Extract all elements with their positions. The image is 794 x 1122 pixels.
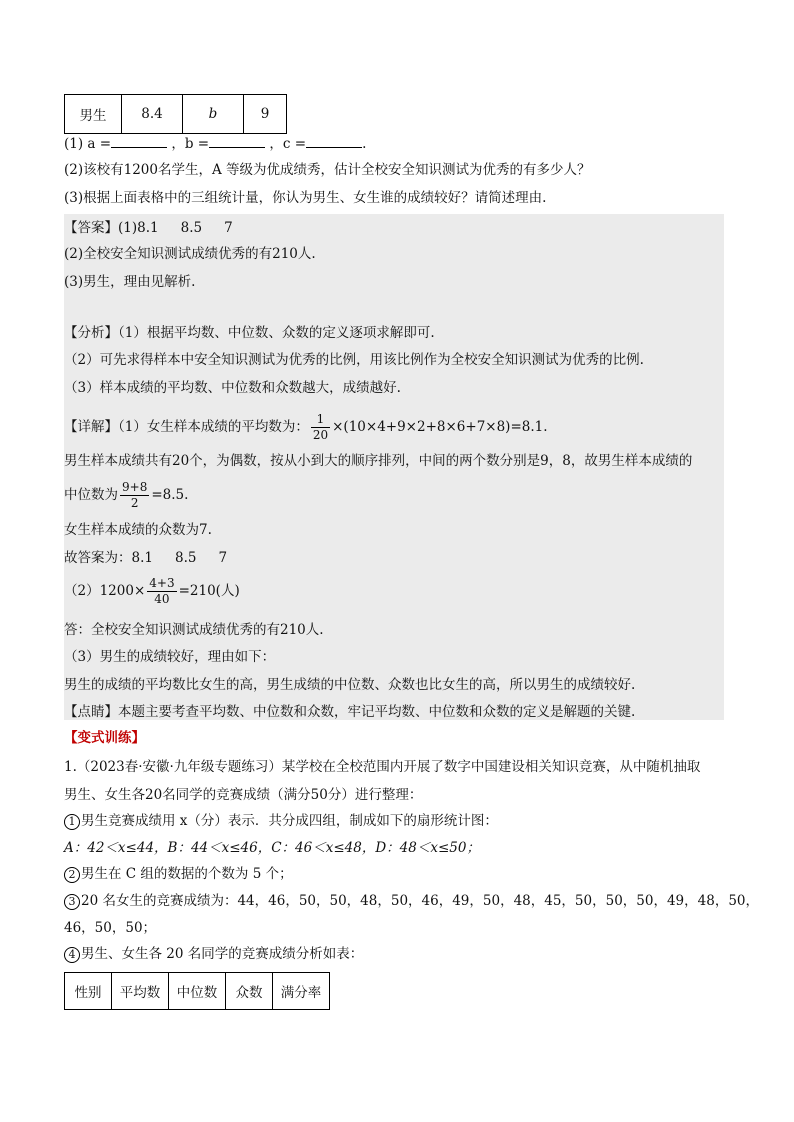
item-text: 男生、女生各 20 名同学的竞赛成绩分析如表：	[81, 946, 364, 962]
answer-value-b: 8.5	[180, 220, 203, 236]
fraction-denominator: 40	[154, 592, 170, 606]
detail-text: （2）1200×	[64, 583, 146, 599]
table-row	[65, 95, 287, 134]
fraction-denominator: 20	[312, 428, 329, 442]
question-3: (3)根据上面表格中的三组统计量，你认为男生、女生谁的成绩较好？请简述理由.	[64, 190, 547, 206]
circled-number: 4	[64, 947, 80, 963]
detail-text: 中位数为	[64, 487, 118, 503]
q1-end: .	[362, 136, 367, 152]
answer-value-c: 7	[224, 220, 233, 236]
analysis-tag: 【分析】	[64, 325, 118, 341]
variant-paragraph-2: 男生、女生各20名同学的竞赛成绩（满分50分）进行整理：	[64, 787, 423, 803]
detail-line-4: 女生样本成绩的众数为7.	[64, 522, 212, 538]
answer-line-3: (3)男生，理由见解析.	[64, 274, 196, 290]
detail-line-3	[64, 480, 188, 511]
math-expression: ×(10×4+9×2+8×6+7×8)=8.1.	[332, 419, 548, 435]
fraction	[147, 576, 176, 607]
q1-label-c: ，c =	[269, 136, 307, 152]
comment-text: 本题主要考查平均数、中位数和众数，牢记平均数、中位数和众数的定义是解题的关键.	[118, 704, 636, 720]
answer-value-c: 7	[218, 550, 228, 566]
variant-item-3	[64, 891, 759, 911]
analysis-table-header	[64, 972, 330, 1010]
detail-line-5	[64, 548, 227, 568]
table-header-cell: 平均数	[112, 973, 169, 1010]
answer-line-1	[64, 218, 233, 238]
question-2: (2)该校有1200名学生，A 等级为优成绩秀，估计全校安全知识测试为优秀的有多少人？	[64, 162, 591, 178]
item-text: 男生竞赛成绩用 x（分）表示．共分成四组，制成如下的扇形统计图：	[81, 813, 498, 829]
comment-line	[64, 702, 635, 722]
answer-line-2: (2)全校安全知识测试成绩优秀的有210人.	[64, 246, 316, 262]
answer-value-a: 8.1	[137, 220, 159, 236]
detail-line-2: 男生样本成绩共有20个，为偶数，按从小到大的顺序排列，中间的两个数分别是9，8，故男生样本成绩的	[64, 453, 693, 469]
group-ranges: A：42＜x≤44，B：44＜x≤46，C：46＜x≤48，D：48＜x≤50；	[64, 840, 480, 856]
table-cell: 9	[244, 95, 287, 134]
detail-line-6	[64, 576, 240, 607]
fraction	[311, 412, 330, 443]
answer-blank-c	[306, 135, 362, 148]
detail-text: 故答案为：	[64, 550, 132, 566]
table-cell: 8.4	[122, 95, 183, 134]
table-cell: b	[183, 95, 244, 134]
item-text: 男生在 C 组的数据的个数为 5 个；	[81, 866, 293, 882]
math-expression: =8.5.	[151, 487, 189, 503]
answer-prefix: (1)	[118, 220, 138, 236]
circled-number: 2	[64, 867, 80, 883]
table-header-cell: 性别	[65, 973, 112, 1010]
fraction-numerator: 9+8	[122, 480, 148, 494]
score-table-top	[64, 94, 287, 134]
q1-label-a: (1) a =	[64, 136, 112, 152]
variant-title: 【变式训练】	[64, 730, 145, 746]
answer-tag: 【答案】	[64, 220, 118, 236]
answer-value-b: 8.5	[174, 550, 197, 566]
math-expression: =210(人)	[178, 583, 240, 599]
fraction-numerator: 1	[311, 412, 330, 428]
circled-number: 3	[64, 894, 80, 910]
comment-tag: 【点睛】	[64, 704, 118, 720]
variant-item-1	[64, 811, 498, 831]
table-header-cell: 中位数	[169, 973, 226, 1010]
detail-tag: 【详解】	[64, 419, 118, 435]
table-cell: 男生	[65, 95, 122, 134]
table-header-cell: 满分率	[273, 973, 330, 1010]
answer-value-a: 8.1	[131, 550, 153, 566]
question-1	[64, 134, 366, 154]
detail-line-9: 男生的成绩的平均数比女生的高，男生成绩的中位数、众数也比女生的高，所以男生的成绩较好.	[64, 677, 636, 693]
circled-number: 1	[64, 814, 80, 830]
fraction	[120, 480, 149, 511]
table-header-cell: 众数	[226, 973, 273, 1010]
analysis-line-1	[64, 323, 435, 343]
analysis-line-2: （2）可先求得样本中安全知识测试为优秀的比例，用该比例作为全校安全知识测试为优秀的比例.	[64, 352, 644, 368]
variant-item-4	[64, 944, 363, 964]
q1-label-b: ，b =	[171, 136, 210, 152]
analysis-text: （1）根据平均数、中位数、众数的定义逐项求解即可.	[118, 325, 435, 341]
answer-blank-a	[111, 135, 167, 148]
fraction-numerator: 4+3	[149, 576, 175, 590]
analysis-line-3: （3）样本成绩的平均数、中位数和众数越大，成绩越好.	[64, 380, 401, 396]
variant-paragraph-1: 1.（2023春·安徽·九年级专题练习）某学校在全校范围内开展了数字中国建设相关知识竞赛，从中随机抽取	[64, 759, 701, 775]
variant-item-3-cont: 46，50，50；	[64, 920, 157, 936]
detail-line-7: 答：全校安全知识测试成绩优秀的有210人.	[64, 622, 324, 638]
detail-text: （1）女生样本成绩的平均数为：	[118, 419, 309, 435]
answer-blank-b	[209, 135, 265, 148]
detail-line-8: （3）男生的成绩较好，理由如下：	[64, 649, 276, 665]
detail-line-1	[64, 412, 548, 443]
fraction-denominator: 2	[130, 496, 139, 510]
table-row	[65, 973, 330, 1010]
variant-item-2	[64, 864, 293, 884]
item-text: 20 名女生的竞赛成绩为：44，46，50，50，48，50，46，49，50，48，45，50，50，50，49，48，50，	[81, 893, 759, 909]
